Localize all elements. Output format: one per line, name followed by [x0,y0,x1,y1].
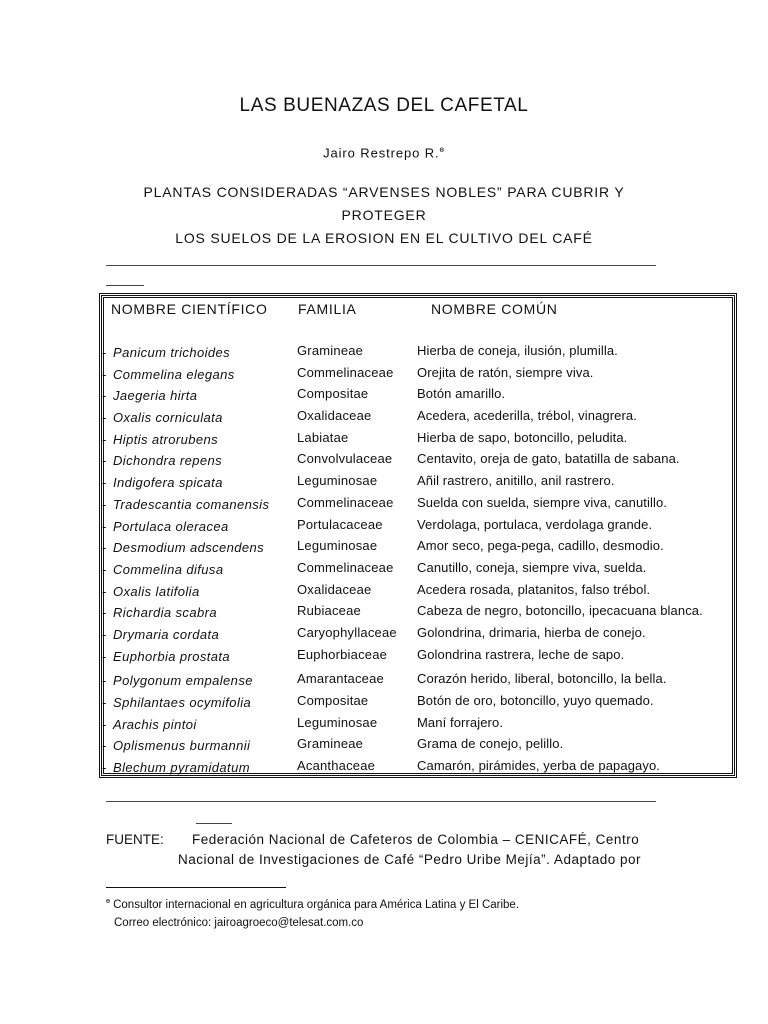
footnote-line-2: Correo electrónico: jairoagroeco@telesat.com.co [114,917,364,929]
row-dash: - [102,475,107,491]
family-cell: Compositae [297,386,369,402]
table-row [102,538,742,560]
subtitle-line-3: LOS SUELOS DE LA EROSION EN EL CULTIVO DEL CAFÉ [175,230,593,246]
header-scientific-name: NOMBRE CIENTÍFICO [111,301,268,317]
common-name-cell: Añil rastrero, anitillo, anil rastrero. [417,473,615,489]
common-name-cell: Centavito, oreja de gato, batatilla de sabana. [417,451,680,467]
row-dash: - [102,716,107,732]
table-row [102,625,742,647]
table-row [102,671,742,693]
common-name-cell: Botón de oro, botoncillo, yuyo quemado. [417,693,654,708]
family-cell: Convolvulaceae [297,451,393,467]
family-cell: Oxalidaceae [297,581,372,597]
family-cell: Leguminosae [297,538,378,554]
family-cell: Commelinaceae [297,494,394,510]
common-name-cell: Grama de conejo, pelillo. [417,736,564,752]
row-dash: - [102,605,107,621]
subtitle-line-1: PLANTAS CONSIDERADAS “ARVENSES NOBLES” PARA CUBRIR Y [143,184,625,200]
footnote-affiliation: Consultor internacional en agricultura orgánica para América Latina y El Caribe. [113,898,520,911]
row-dash: - [102,695,107,710]
scientific-name-cell: Polygonum empalense [113,673,253,689]
document-title: LAS BUENAZAS DEL CAFETAL [239,95,529,116]
table-row [102,343,742,365]
table-row [102,560,742,582]
row-dash: - [102,496,107,512]
source-line-1: Federación Nacional de Cafeteros de Colombia – CENICAFÉ, Centro [192,832,640,847]
table-row [102,758,742,780]
scientific-name-cell: Richardia scabra [113,605,217,621]
family-cell: Euphorbiaceae [297,646,388,662]
table-row [102,647,742,669]
scientific-name-cell: Blechum pyramidatum [113,760,250,776]
scientific-name-cell: Commelina difusa [113,561,224,577]
table-row [102,693,742,715]
common-name-cell: Golondrina, drimaria, hierba de conejo. [417,624,646,640]
common-name-cell: Verdolaga, portulaca, verdolaga grande. [417,516,653,532]
separator-rule-bottom [106,801,656,802]
family-cell: Labiatae [297,429,349,445]
table-row [102,715,742,737]
row-dash: - [102,431,107,447]
common-name-cell: Camarón, pirámides, yerba de papagayo. [417,758,660,774]
table-row [102,473,742,495]
separator-rule-bottom-stub [196,823,232,824]
table-row [102,517,742,539]
family-cell: Rubiaceae [297,603,361,619]
family-cell: Portulacaceae [297,516,383,532]
family-cell: Commelinaceae [297,364,394,380]
family-cell: Leguminosae [297,473,378,489]
row-dash: - [102,345,107,360]
table-row [102,582,742,604]
author-footnote-mark: ɵ [439,145,445,154]
table-row [102,365,742,387]
footnote-rule [106,887,286,888]
source-label: FUENTE: [106,832,164,847]
subtitle-line-2: PROTEGER [341,207,427,223]
scientific-name-cell: Jaegeria hirta [113,388,198,404]
scientific-name-cell: Commelina elegans [113,366,235,382]
footnote-mark: ɵ [106,898,110,905]
table-row [102,408,742,430]
scientific-name-cell: Portulaca oleracea [113,518,229,534]
scientific-name-cell: Sphilantaes ocymifolia [113,695,252,710]
row-dash: - [102,453,107,469]
species-table-body [102,343,742,780]
family-cell: Amarantaceae [297,671,384,687]
family-cell: Acanthaceae [297,758,376,774]
scientific-name-cell: Drymaria cordata [113,626,220,642]
common-name-cell: Golondrina rastrera, leche de sapo. [417,646,625,662]
table-row [102,603,742,625]
common-name-cell: Canutillo, coneja, siempre viva, suelda. [417,559,647,575]
footnote-line-1 [106,898,519,911]
row-dash: - [102,583,107,599]
scientific-name-cell: Hiptis atrorubens [113,431,219,447]
scientific-name-cell: Arachis pintoi [113,716,197,732]
row-dash: - [102,626,107,642]
scientific-name-cell: Oxalis latifolia [113,583,200,599]
common-name-cell: Orejita de ratón, siempre viva. [417,364,594,380]
common-name-cell: Botón amarillo. [417,386,506,402]
family-cell: Gramineae [297,343,364,358]
row-dash: - [102,388,107,404]
family-cell: Gramineae [297,736,364,752]
table-row [102,451,742,473]
separator-rule-top-stub [106,285,144,286]
scientific-name-cell: Oplismenus burmannii [113,738,251,754]
common-name-cell: Cabeza de negro, botoncillo, ipecacuana blanca. [417,603,703,619]
row-dash: - [102,518,107,534]
row-dash: - [102,648,107,664]
row-dash: - [102,760,107,776]
common-name-cell: Hierba de coneja, ilusión, plumilla. [417,343,618,358]
family-cell: Leguminosae [297,714,378,730]
separator-rule-top [106,265,656,266]
row-dash: - [102,738,107,754]
family-cell: Oxalidaceae [297,408,372,424]
common-name-cell: Maní forrajero. [417,714,504,730]
header-common-name: NOMBRE COMÚN [431,301,558,317]
row-dash: - [102,540,107,556]
scientific-name-cell: Desmodium adscendens [113,540,265,556]
common-name-cell: Acedera rosada, platanitos, falso trébol. [417,581,651,597]
table-row [102,736,742,758]
common-name-cell: Corazón herido, liberal, botoncillo, la bella. [417,671,667,687]
scientific-name-cell: Indigofera spicata [113,475,223,491]
family-cell: Caryophyllaceae [297,624,397,640]
family-cell: Commelinaceae [297,559,394,575]
table-row [102,386,742,408]
row-dash: - [102,673,107,689]
common-name-cell: Hierba de sapo, botoncillo, peludita. [417,429,628,445]
scientific-name-cell: Tradescantia comanensis [113,496,270,512]
common-name-cell: Amor seco, pega-pega, cadillo, desmodio. [417,538,664,554]
common-name-cell: Acedera, acederilla, trébol, vinagrera. [417,408,637,424]
scientific-name-cell: Euphorbia prostata [113,648,231,664]
scientific-name-cell: Oxalis corniculata [113,410,223,426]
row-dash: - [102,561,107,577]
row-dash: - [102,366,107,382]
author-line [0,145,768,160]
scientific-name-cell: Dichondra repens [113,453,223,469]
table-row [102,430,742,452]
header-family: FAMILIA [298,301,357,317]
row-dash: - [102,410,107,426]
source-line-2: Nacional de Investigaciones de Café “Pedro Uribe Mejía”. Adaptado por [178,852,641,867]
common-name-cell: Suelda con suelda, siempre viva, canutillo. [417,494,667,510]
scientific-name-cell: Panicum trichoides [113,345,231,360]
author-name: Jairo Restrepo R. [323,145,440,161]
family-cell: Compositae [297,693,369,708]
table-row [102,495,742,517]
